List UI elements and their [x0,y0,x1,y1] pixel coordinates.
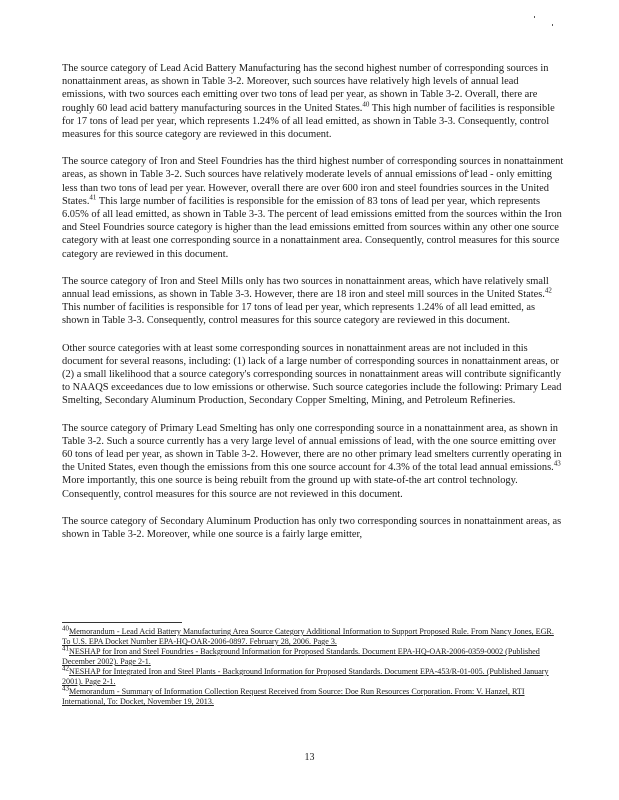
footnote-ref: 41 [89,193,97,202]
paragraph-iron-steel-foundries: The source category of Iron and Steel Foundries has the third highest number of corresponding sources in nonattainment areas, as shown in Table 3-2. Such sources have relatively moderate levels of annual emissions of lead - only emitting less than two tons of lead per year. However, overall there are over 600 iron and steel foundries sources in the United States.$^{41}$ This large number of facilities is responsible for the emission of 83 tons of lead per year, which represents 6.05% of all lead emitted, as shown in Table 3-3. The percent of lead emissions emitted from the sources within the Iron and Steel Foundries source category is higher than the lead emissions emitted from sources within any other one source category with at least one corresponding source in a nonattainment area. Consequently, control measures for this source category are reviewed in this document. [62,156,564,260]
footnote-ref: 40 [362,100,370,109]
paragraph-other-categories: Other source categories with at least some corresponding sources in nonattainment areas are not included in this document for several reasons, including: (1) lack of a large number of corresponding sources in nonattainment areas, or (2) a small likelihood that a source category's corresponding sources in nonattainment areas will contribute significantly to NAAQS exceedances due to low emissions or otherwise. Such source categories include the following: Primary Lead Smelting, Secondary Aluminum Production, Secondary Copper Smelting, Mining, and Petroleum Refineries. [62,342,562,407]
paragraph-iron-steel-mills: The source category of Iron and Steel Mills only has two sources in nonattainment areas, which have relatively small annual lead emissions, as shown in Table 3-3. However, there are 18 iron and steel mill sources in the United States.$^{42}$ This number of facilities is responsible for 17 tons of lead per year, which represents 1.24% of all lead emitted, as shown in Table 3-3. Consequently, control measures for this source category are reviewed in this document. [62,275,552,327]
paragraph-secondary-aluminum: The source category of Secondary Aluminum Production has only two corresponding sources in nonattainment areas, as shown in Table 3-2. Moreover, while one source is a fairly large emitter, [62,515,562,541]
paragraph-lead-acid-battery: The source category of Lead Acid Battery Manufacturing has the second highest number of corresponding sources in nonattainment areas, as shown in Table 3-2. Moreover, such sources have relatively high levels of annual lead emissions, with two sources each emitting over two tons of lead per year, as shown in Table 3-2. Overall, there are roughly 60 lead acid battery manufacturing sources in the United States.$^{40}$ This high number of facilities is responsible for 17 tons of lead per year, which represents 1.24% of all lead emitted, as shown in Table 3-3. Consequently, control measures for this source category are reviewed in this document. [62,63,555,141]
footnote-43: $^{43}$Memorandum - Summary of Information Collection Request Received from Source: Doe Run Resources Corporation. From: V. Hanzel, RTI International, To: Docket, November 19, 2013. [62,684,525,706]
footnote-40: $^{40}$Memorandum - Lead Acid Battery Manufacturing Area Source Category Additional Information to Support Proposed Rule. From Nancy Jones, EGR. To U.S. EPA Docket Number EPA-HQ-OAR-2006-0897. February 28, 2006. Page 3. [62,624,554,646]
page-number: 13 [304,752,315,763]
scan-speck [552,24,553,26]
footnote-ref: 43 [553,459,561,468]
footnote-41: $^{41}$NESHAP for Iron and Steel Foundries - Background Information for Proposed Standards. Document EPA-HQ-OAR-2006-0359-0002 (Published December 2002). Page 2-1. [62,644,540,666]
footnote-separator [62,622,182,623]
footnote-42: $^{42}$NESHAP for Integrated Iron and Steel Plants - Background Information for Proposed Standards. Document EPA-453/R-01-005. (Published January 2001). Page 2-1. [62,664,549,686]
footnotes [62,624,564,707]
body-text [62,62,564,555]
paragraph-primary-lead-smelting: The source category of Primary Lead Smelting has only one corresponding source in a nonattainment area, as shown in Table 3-2. Such a source currently has a very large level of annual emissions of lead, with the one source emitting over 60 tons of lead per year, as shown in Table 3-2. However, there are no other primary lead smelters currently operating in the United States, even though the emissions from this one source account for 4.3% of the total lead annual emissions.$^{43}$ More importantly, this one source is being rebuilt from the ground up with state-of-the art control technology. Consequently, control measures for this source are not reviewed in this document. [62,422,562,500]
scan-speck [534,16,535,18]
footnote-ref: 42 [544,286,552,295]
